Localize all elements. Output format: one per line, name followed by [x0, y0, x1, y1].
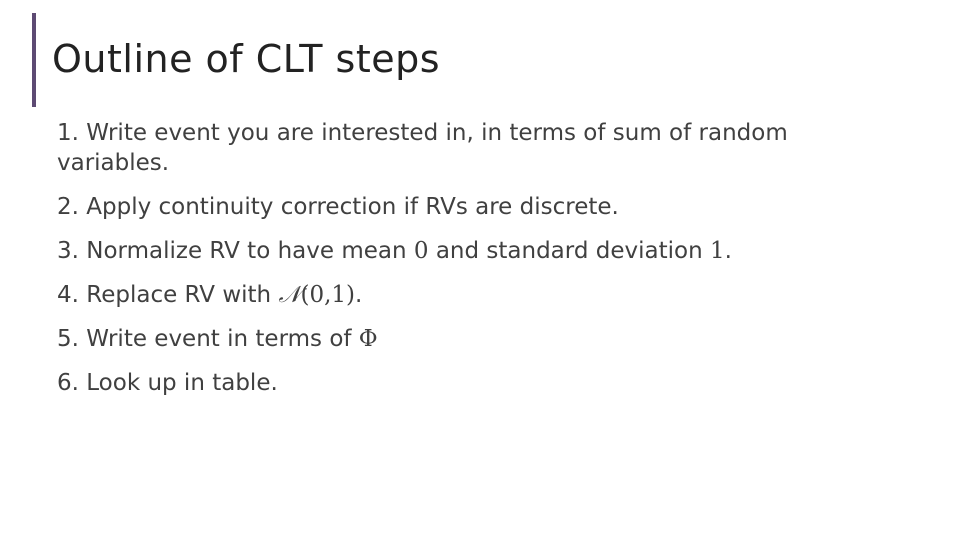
step-text: Write event in terms of: [86, 326, 352, 352]
title-accent-bar: [32, 13, 36, 107]
step-number: 3.: [57, 238, 79, 264]
step-punctuation: .: [724, 238, 732, 264]
slide-title: Outline of CLT steps: [52, 37, 441, 81]
step-text: Look up in table.: [86, 370, 278, 396]
math-zero: 0: [413, 238, 429, 264]
step-text: and standard deviation: [435, 238, 703, 264]
steps-list: [57, 118, 857, 412]
step-number: 5.: [57, 326, 79, 352]
step-item-1: [57, 118, 827, 178]
step-number: 6.: [57, 370, 79, 396]
phi-symbol: Φ: [358, 326, 378, 352]
step-punctuation: .: [355, 282, 363, 308]
step-item-3: [57, 236, 857, 266]
step-item-5: [57, 324, 857, 354]
step-item-6: [57, 368, 857, 398]
step-number: 4.: [57, 282, 79, 308]
normal-distribution-args: (0,1): [300, 282, 356, 308]
step-text: Apply continuity correction if RVs are discrete.: [86, 194, 619, 220]
step-item-4: [57, 280, 857, 310]
normal-distribution-symbol: 𝒩: [278, 282, 301, 308]
step-item-2: [57, 192, 857, 222]
step-text: Write event you are interested in, in terms of sum of random variables.: [57, 120, 788, 176]
step-number: 2.: [57, 194, 79, 220]
step-text: Replace RV with: [86, 282, 272, 308]
math-one: 1: [709, 238, 725, 264]
step-number: 1.: [57, 120, 79, 146]
step-text: Normalize RV to have mean: [86, 238, 407, 264]
